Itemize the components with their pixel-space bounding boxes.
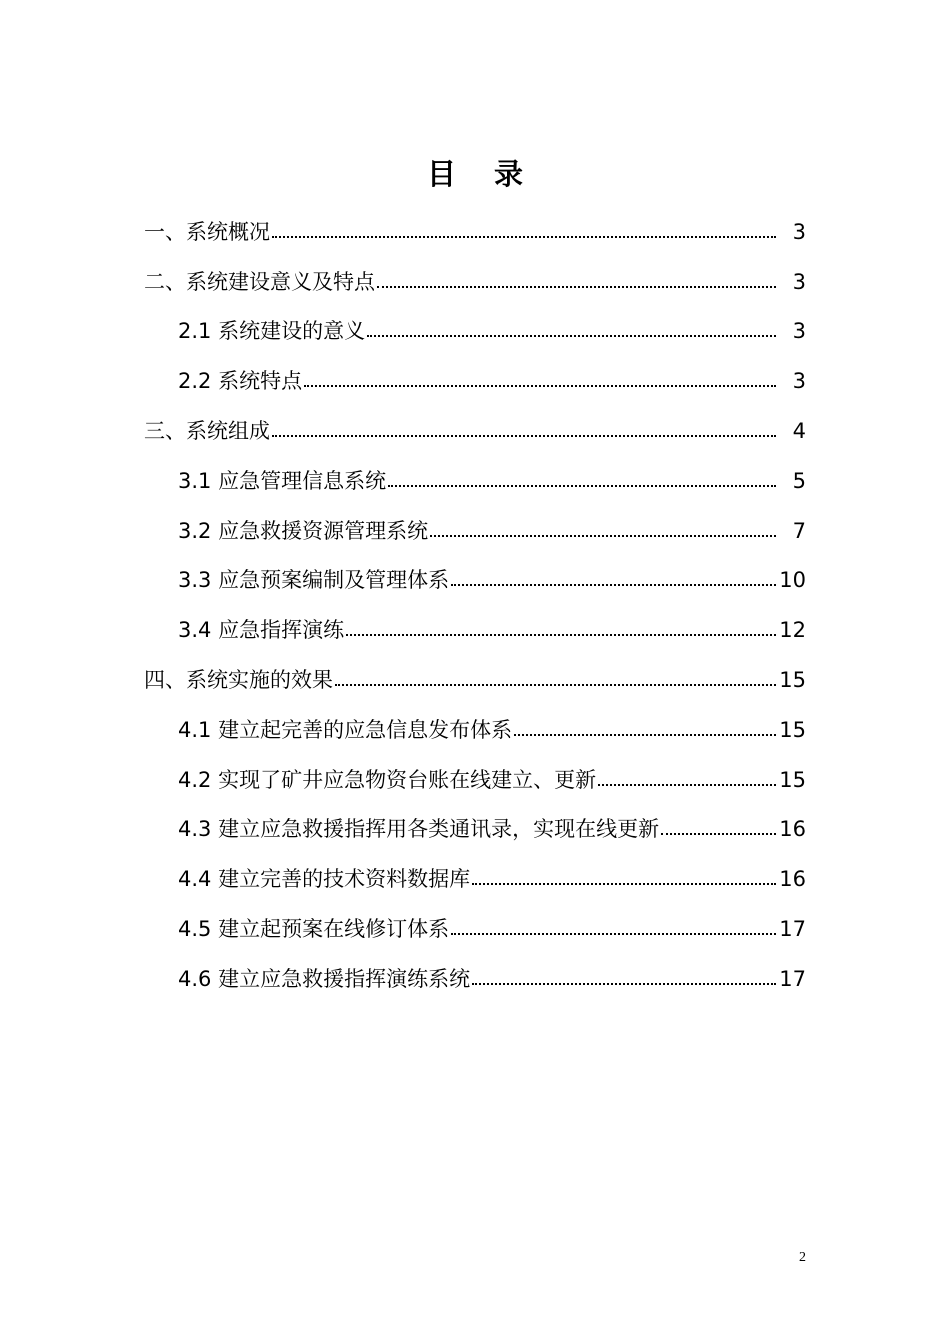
toc-entry-page: 12	[779, 618, 806, 643]
toc-entry-page: 17	[779, 966, 806, 991]
toc-entry-page: 3	[792, 269, 806, 294]
toc-entry[interactable]	[0, 805, 950, 855]
toc-entry[interactable]	[0, 506, 950, 556]
toc-entry-text: 4.6 建立应急救援指挥演练系统	[178, 966, 471, 991]
toc-entry-text: 4.1 建立起完善的应急信息发布体系	[178, 717, 513, 742]
toc-entry-text: 3.3 应急预案编制及管理体系	[178, 568, 450, 593]
toc-entry-text: 3.2 应急救援资源管理系统	[178, 518, 429, 543]
toc-entry-text: 3.1 应急管理信息系统	[178, 468, 387, 493]
toc-title: 目 录	[426, 157, 538, 191]
toc-dot-leader	[451, 933, 776, 935]
toc-entry-text: 三、系统组成	[144, 419, 270, 444]
toc-entry[interactable]	[0, 356, 950, 406]
toc-entry-text: 2.2 系统特点	[178, 369, 303, 394]
toc-dot-leader	[304, 385, 776, 387]
toc-entry-page: 3	[792, 369, 806, 394]
toc-entry-page: 16	[779, 817, 806, 842]
toc-dot-leader	[472, 983, 776, 985]
toc-entry-page: 15	[779, 668, 806, 693]
toc-entry[interactable]	[0, 904, 950, 954]
toc-entry[interactable]	[0, 456, 950, 506]
toc-entry-page: 3	[792, 319, 806, 344]
page-number: 2	[799, 1250, 806, 1265]
toc-dot-leader	[335, 684, 776, 686]
toc-entry-text: 2.1 系统建设的意义	[178, 319, 366, 344]
toc-entry-text: 4.2 实现了矿井应急物资台账在线建立、更新	[178, 767, 597, 792]
toc-entry-text: 二、系统建设意义及特点	[144, 269, 375, 294]
toc-entry-page: 7	[792, 518, 806, 543]
toc-dot-leader	[430, 535, 776, 537]
toc-entry-page: 17	[779, 917, 806, 942]
toc-entry[interactable]	[0, 556, 950, 606]
toc-entry-text: 一、系统概况	[144, 219, 270, 244]
toc-entry-page: 3	[792, 219, 806, 244]
toc-dot-leader	[367, 335, 776, 337]
toc-dot-leader	[472, 883, 776, 885]
toc-entry-text: 4.5 建立起预案在线修订体系	[178, 917, 450, 942]
toc-entry-page: 5	[792, 468, 806, 493]
toc-list	[0, 207, 950, 1004]
toc-entry-text: 四、系统实施的效果	[144, 668, 333, 693]
toc-dot-leader	[598, 784, 776, 786]
toc-dot-leader	[377, 286, 776, 288]
toc-dot-leader	[661, 833, 776, 835]
toc-entry[interactable]	[0, 705, 950, 755]
toc-entry[interactable]	[0, 755, 950, 805]
toc-entry-page: 10	[779, 568, 806, 593]
toc-entry[interactable]	[0, 207, 950, 257]
toc-entry[interactable]	[0, 257, 950, 307]
toc-entry-text: 4.4 建立完善的技术资料数据库	[178, 867, 471, 892]
toc-entry-page: 15	[779, 717, 806, 742]
toc-entry-text: 4.3 建立应急救援指挥用各类通讯录，实现在线更新	[178, 817, 660, 842]
toc-entry[interactable]	[0, 605, 950, 655]
toc-entry-page: 15	[779, 767, 806, 792]
toc-dot-leader	[514, 734, 776, 736]
toc-entry[interactable]	[0, 655, 950, 705]
toc-entry-page: 16	[779, 867, 806, 892]
toc-entry[interactable]	[0, 307, 950, 357]
toc-entry[interactable]	[0, 854, 950, 904]
toc-entry[interactable]	[0, 406, 950, 456]
toc-dot-leader	[272, 236, 776, 238]
toc-dot-leader	[272, 435, 776, 437]
toc-dot-leader	[388, 485, 776, 487]
toc-entry[interactable]	[0, 954, 950, 1004]
toc-entry-text: 3.4 应急指挥演练	[178, 618, 345, 643]
toc-dot-leader	[346, 634, 776, 636]
toc-dot-leader	[451, 584, 776, 586]
toc-entry-page: 4	[792, 419, 806, 444]
